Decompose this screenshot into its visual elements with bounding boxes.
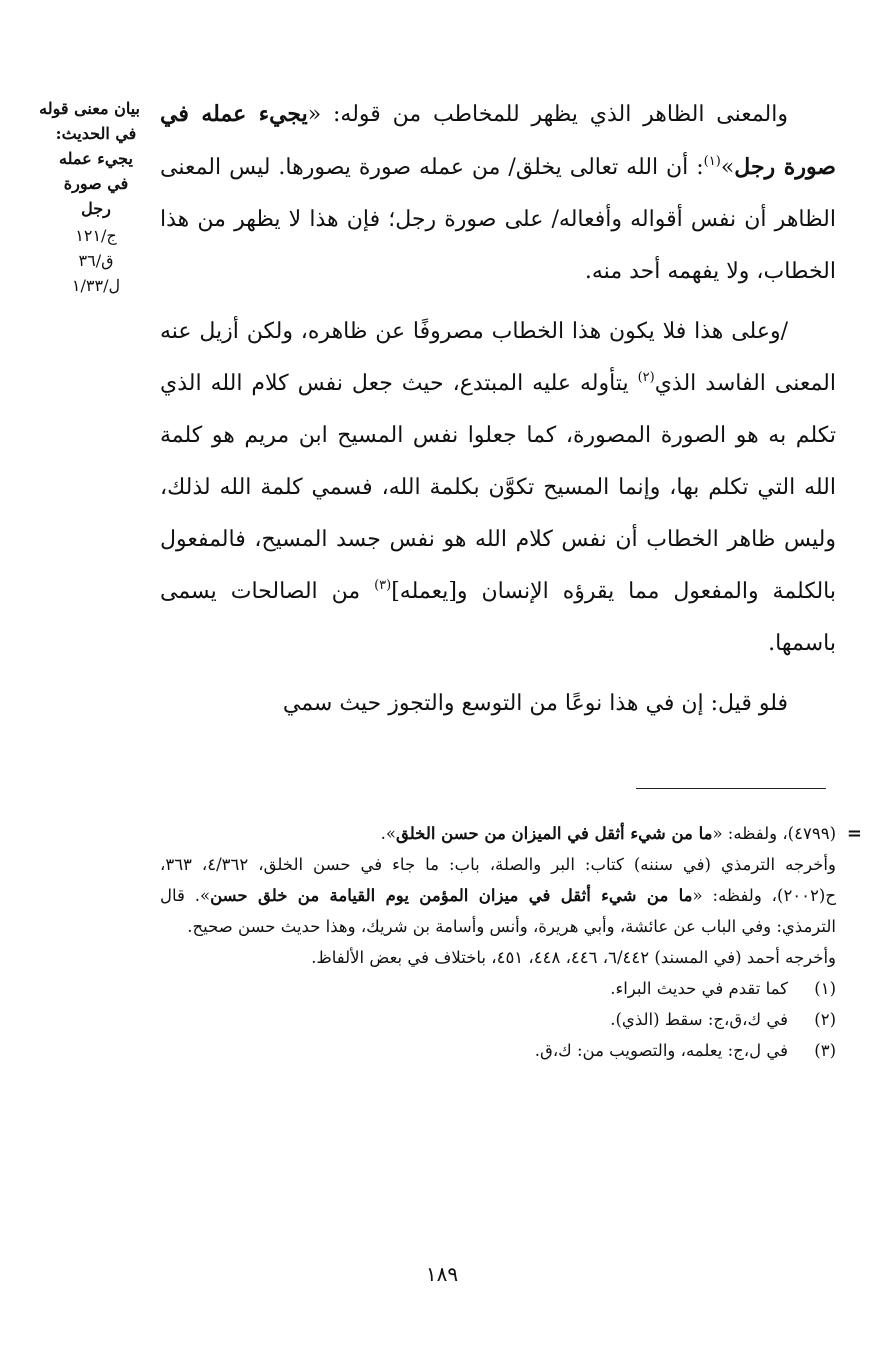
footnote-text: في ك،ق،ج: سقط (الذي). [610,1010,788,1029]
margin-note-line: يجيء عمله [59,149,133,168]
footnote-continued-line [160,818,836,849]
text-run: يتأوله عليه المبتدع، حيث جعل نفس كلام الله الذي تكلم به هو الصورة المصورة، كما جعلوا نفس المسيح ابن مريم هو كلمة الله التي تكلم بها، وإنما المسيح تكوَّن بكلمة الله، فسمي كلمة الله لذلك، وليس ظاهر الخطاب أن نفس كلام الله هو نفس جسد المسيح، فالمفعول بالكلمة والمفعول مما يقرؤه الإنسان و[يعمله] [160,371,836,604]
footnote-paragraph: وأخرجه أحمد (في المسند) ٦/٤٤٢، ٤٤٦، ٤٤٨، ٤٥١، باختلاف في بعض الألفاظ. [311,948,836,967]
margin-note-line: في الحديث: [55,124,137,143]
footnotes [160,818,862,1066]
footnote-text: في ل،ج: يعلمه، والتصويب من: ك،ق. [534,1041,788,1060]
text-run: من الصالحات يسمى باسمها. [160,579,836,656]
hadith-quote: ما من شيء أثقل في الميزان من حسن الخلق [395,824,713,843]
footnote-number: (٢) [814,1010,836,1029]
margin-note-line: في صورة [63,174,129,193]
footnote [160,1035,836,1066]
page-number: ١٨٩ [425,1262,459,1286]
footnote-number: (٣) [814,1041,836,1060]
hadith-quote: ما من شيء أثقل في ميزان المؤمن يوم القيامة من خلق حسن [210,886,693,905]
footnote-ref: (٣) [374,578,392,593]
margin-note-line: بيان معنى قوله [39,99,140,118]
footnote-text: كما تقدم في حديث البراء. [610,979,788,998]
text-run: ». [380,824,396,843]
manuscript-ref: ق/٣٦ [78,251,114,270]
text-run: وأخرجه الترمذي (في سننه) كتاب: البر والصلة، باب: ما جاء في حسن الخلق، ٤/٣٦٢، ٣٦٣، ح(٢٠٠٢)، ولفظه: « [160,855,836,905]
hadith-quote: يجيء عمله في صورة رجل [160,101,836,180]
footnote [160,973,836,1004]
footnote-paragraph [160,849,836,942]
margin-note-line: رجل [81,199,111,218]
paragraph-1 [160,88,836,298]
paragraph-3: فلو قيل: إن في هذا نوعًا من التوسع والتجوز حيث سمي [282,691,788,716]
footnote [160,1004,836,1035]
footnote-separator [636,788,826,789]
paragraph-2 [160,306,836,670]
text-run: » [720,155,735,180]
main-text [160,88,836,730]
footnote-ref: (٢) [637,370,655,385]
manuscript-refs [52,223,140,298]
manuscript-ref: ج/١٢١ [75,226,117,245]
footnote-ref: (١) [703,154,721,169]
footnote-number: (١) [814,979,836,998]
text-run: والمعنى الظاهر الذي يظهر للمخاطب من قوله: « [307,102,788,127]
text-run: ». قال الترمذي: وفي الباب عن عائشة، وأبي هريرة، وأنس وأسامة بن شريك، وهذا حديث حسن صحيح. [160,886,836,936]
manuscript-ref: ل/١/٣٣ [71,276,121,295]
text-run: (٤٧٩٩)، ولفظه: « [712,824,836,843]
continuation-mark: = [846,823,862,844]
margin-note [39,96,140,298]
text-run: /وعلى هذا فلا يكون هذا الخطاب مصروفًا عن ظاهره، ولكن أزيل عنه المعنى الفاسد الذي [160,319,836,396]
text-run: : أن الله تعالى يخلق/ من عمله صورة يصورها. ليس المعنى الظاهر أن نفس أقواله وأفعاله/ على صورة رجل؛ فإن هذا لا يظهر من هذا الخطاب، ولا يفهمه أحد منه. [160,155,836,284]
